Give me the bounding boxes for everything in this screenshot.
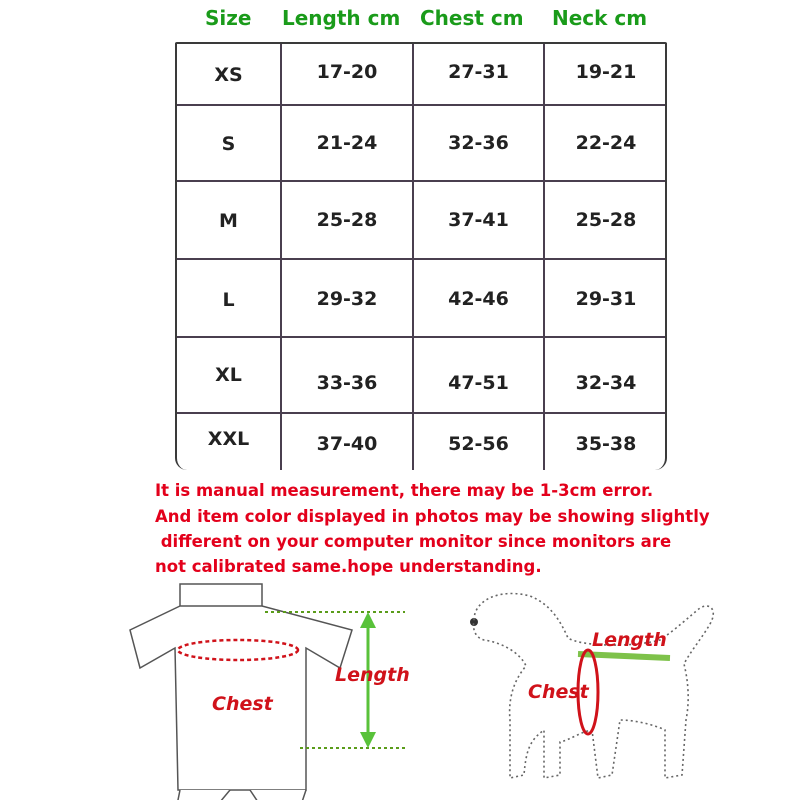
- cell-size: S: [221, 133, 236, 155]
- cell-size: L: [222, 289, 235, 311]
- cell-length: 17-20: [316, 61, 378, 83]
- cell-neck: 25-28: [575, 209, 637, 231]
- size-table: [175, 42, 667, 470]
- cell-chest: 47-51: [448, 372, 509, 394]
- note-line-4: not calibrated same.hope understanding.: [155, 557, 542, 576]
- header-size: Size: [205, 6, 252, 30]
- garment-length-label: Length: [335, 664, 410, 686]
- cell-length: 29-32: [316, 288, 378, 310]
- note-line-3: different on your computer monitor since monitors are: [155, 532, 672, 551]
- cell-length: 21-24: [316, 132, 378, 154]
- cell-size: XS: [214, 64, 243, 86]
- garment-diagram: [0, 580, 420, 800]
- header-chest: Chest cm: [420, 6, 524, 30]
- dog-length-label: Length: [592, 629, 667, 651]
- cell-length: 25-28: [316, 209, 378, 231]
- cell-size: XL: [215, 364, 242, 386]
- header-neck: Neck cm: [552, 6, 648, 30]
- cell-chest: 52-56: [448, 433, 509, 455]
- cell-neck: 19-21: [575, 61, 637, 83]
- cell-chest: 27-31: [448, 61, 509, 83]
- note-line-2: And item color displayed in photos may be showing slightly: [155, 507, 710, 526]
- cell-neck: 22-24: [575, 132, 637, 154]
- cell-chest: 42-46: [448, 288, 509, 310]
- cell-length: 37-40: [316, 433, 378, 455]
- garment-chest-label: Chest: [212, 693, 273, 715]
- cell-neck: 35-38: [575, 433, 637, 455]
- cell-chest: 32-36: [448, 132, 509, 154]
- header-length: Length cm: [282, 6, 401, 30]
- cell-chest: 37-41: [448, 209, 509, 231]
- cell-neck: 32-34: [575, 372, 637, 394]
- cell-size: XXL: [207, 428, 250, 450]
- dog-chest-label: Chest: [528, 681, 589, 703]
- dog-diagram: [460, 580, 760, 800]
- cell-size: M: [219, 210, 238, 232]
- cell-neck: 29-31: [575, 288, 637, 310]
- cell-length: 33-36: [316, 372, 378, 394]
- note-line-1: It is manual measurement, there may be 1-3cm error.: [155, 481, 654, 500]
